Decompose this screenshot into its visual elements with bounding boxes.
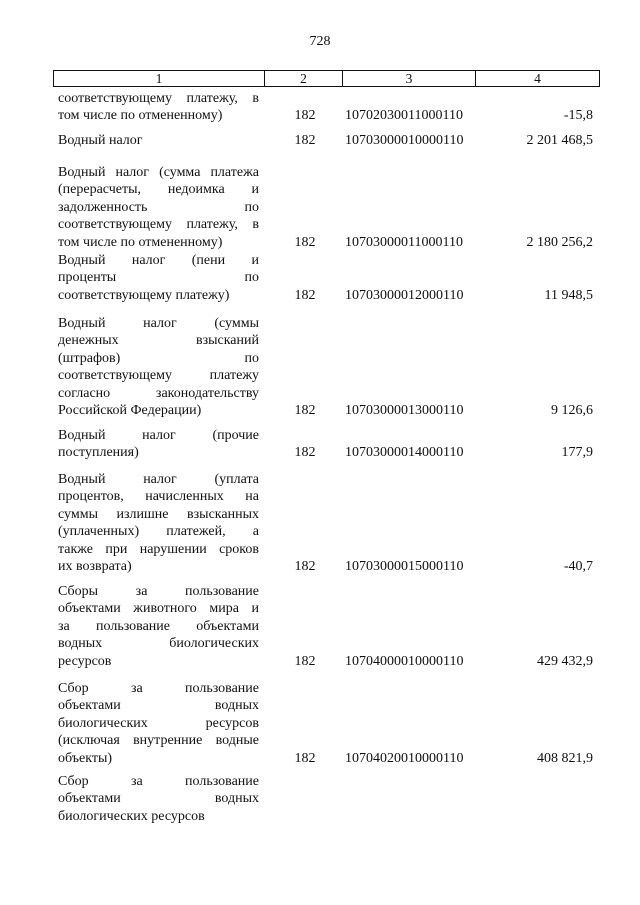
row-description bbox=[58, 132, 259, 149]
description-line: Сборы за пользование bbox=[58, 584, 259, 599]
row-description bbox=[58, 583, 259, 670]
row-code: 182 bbox=[294, 287, 316, 303]
description-line: денежных взысканий bbox=[58, 333, 259, 349]
description-line: проценты по bbox=[58, 270, 259, 286]
description-line: объектами животного мира и bbox=[58, 601, 259, 617]
description-line: поступления) bbox=[58, 445, 139, 461]
description-line: соответствующему платежу) bbox=[58, 287, 230, 303]
row-kbk: 10703000015000110 bbox=[345, 559, 464, 574]
row-code: 182 bbox=[294, 559, 316, 574]
description-line: Водный налог (сумма платежа bbox=[58, 165, 259, 180]
description-line: задолженность по bbox=[58, 199, 259, 215]
description-line: Водный налог (пени и bbox=[58, 253, 259, 268]
row-amount: 429 432,9 bbox=[537, 653, 593, 669]
row-amount: 11 948,5 bbox=[544, 287, 593, 303]
description-line: объекты) bbox=[58, 750, 113, 766]
description-line: водных биологических bbox=[58, 636, 259, 652]
page-number: 728 bbox=[309, 34, 331, 49]
row-description bbox=[58, 90, 259, 125]
row-amount: 2 180 256,2 bbox=[526, 234, 593, 250]
row-amount: -15,8 bbox=[563, 108, 593, 124]
description-line: ресурсов bbox=[58, 653, 112, 669]
column-header-2: 2 bbox=[265, 71, 343, 86]
column-header-1: 1 bbox=[54, 71, 265, 86]
description-line: соответствующему платежу bbox=[58, 368, 259, 384]
description-line: процентов, начисленных на bbox=[58, 489, 259, 505]
description-line: соответствующему платежу, в bbox=[58, 91, 259, 106]
row-code: 182 bbox=[294, 653, 316, 669]
row-amount: 177,9 bbox=[561, 445, 593, 461]
description-line: суммы излишне взысканных bbox=[58, 506, 259, 522]
row-kbk: 10702030011000110 bbox=[345, 108, 463, 124]
row-kbk: 10703000013000110 bbox=[345, 403, 464, 418]
description-line: (уплаченных) платежей, а bbox=[58, 524, 259, 540]
row-description bbox=[58, 164, 259, 251]
row-kbk: 10703000011000110 bbox=[345, 234, 463, 250]
row-amount: 2 201 468,5 bbox=[526, 133, 593, 148]
row-code: 182 bbox=[294, 234, 316, 250]
description-line: том числе по отмененному) bbox=[58, 108, 223, 124]
row-kbk: 10704000010000110 bbox=[345, 653, 464, 669]
row-description bbox=[58, 315, 259, 419]
row-code: 182 bbox=[294, 108, 316, 124]
description-line: Сбор за пользование bbox=[58, 774, 259, 789]
description-line: за пользование объектами bbox=[58, 618, 259, 634]
description-line: Российской Федерации) bbox=[58, 403, 202, 419]
description-line: том числе по отмененному) bbox=[58, 234, 223, 250]
description-line: Водный налог (прочие bbox=[58, 428, 259, 443]
row-description bbox=[58, 252, 259, 304]
description-line: соответствующему платежу, в bbox=[58, 217, 259, 233]
row-amount: 408 821,9 bbox=[537, 750, 593, 766]
description-line: объектами водных bbox=[58, 791, 259, 807]
row-kbk: 10703000014000110 bbox=[345, 445, 464, 461]
description-line: биологических ресурсов bbox=[58, 808, 205, 824]
column-header-4: 4 bbox=[534, 71, 541, 86]
description-line: объектами водных bbox=[58, 698, 259, 714]
row-code: 182 bbox=[294, 403, 316, 418]
row-description bbox=[58, 773, 259, 825]
column-header-3: 3 bbox=[343, 71, 476, 86]
description-line: биологических ресурсов bbox=[58, 715, 259, 731]
description-line: их возврата) bbox=[58, 559, 132, 575]
description-line: (перерасчеты, недоимка и bbox=[58, 182, 259, 198]
row-kbk: 10703000010000110 bbox=[345, 133, 464, 148]
row-amount: -40,7 bbox=[563, 559, 593, 574]
description-line: Водный налог bbox=[58, 133, 143, 148]
description-line: согласно законодательству bbox=[58, 385, 259, 401]
description-line: (исключая внутренние водные bbox=[58, 733, 259, 749]
description-line: Водный налог (суммы bbox=[58, 316, 259, 331]
description-line: (штрафов) по bbox=[58, 350, 259, 366]
row-amount: 9 126,6 bbox=[551, 403, 593, 418]
row-kbk: 10704020010000110 bbox=[345, 750, 464, 766]
description-line: Водный налог (уплата bbox=[58, 472, 259, 487]
description-line: Сбор за пользование bbox=[58, 681, 259, 696]
row-code: 182 bbox=[294, 750, 316, 766]
row-description bbox=[58, 471, 259, 575]
row-description bbox=[58, 680, 259, 767]
row-code: 182 bbox=[294, 445, 316, 461]
description-line: также при нарушении сроков bbox=[58, 541, 259, 557]
table-column-header bbox=[53, 70, 600, 87]
row-kbk: 10703000012000110 bbox=[345, 287, 464, 303]
row-description bbox=[58, 427, 259, 462]
row-code: 182 bbox=[294, 133, 316, 148]
